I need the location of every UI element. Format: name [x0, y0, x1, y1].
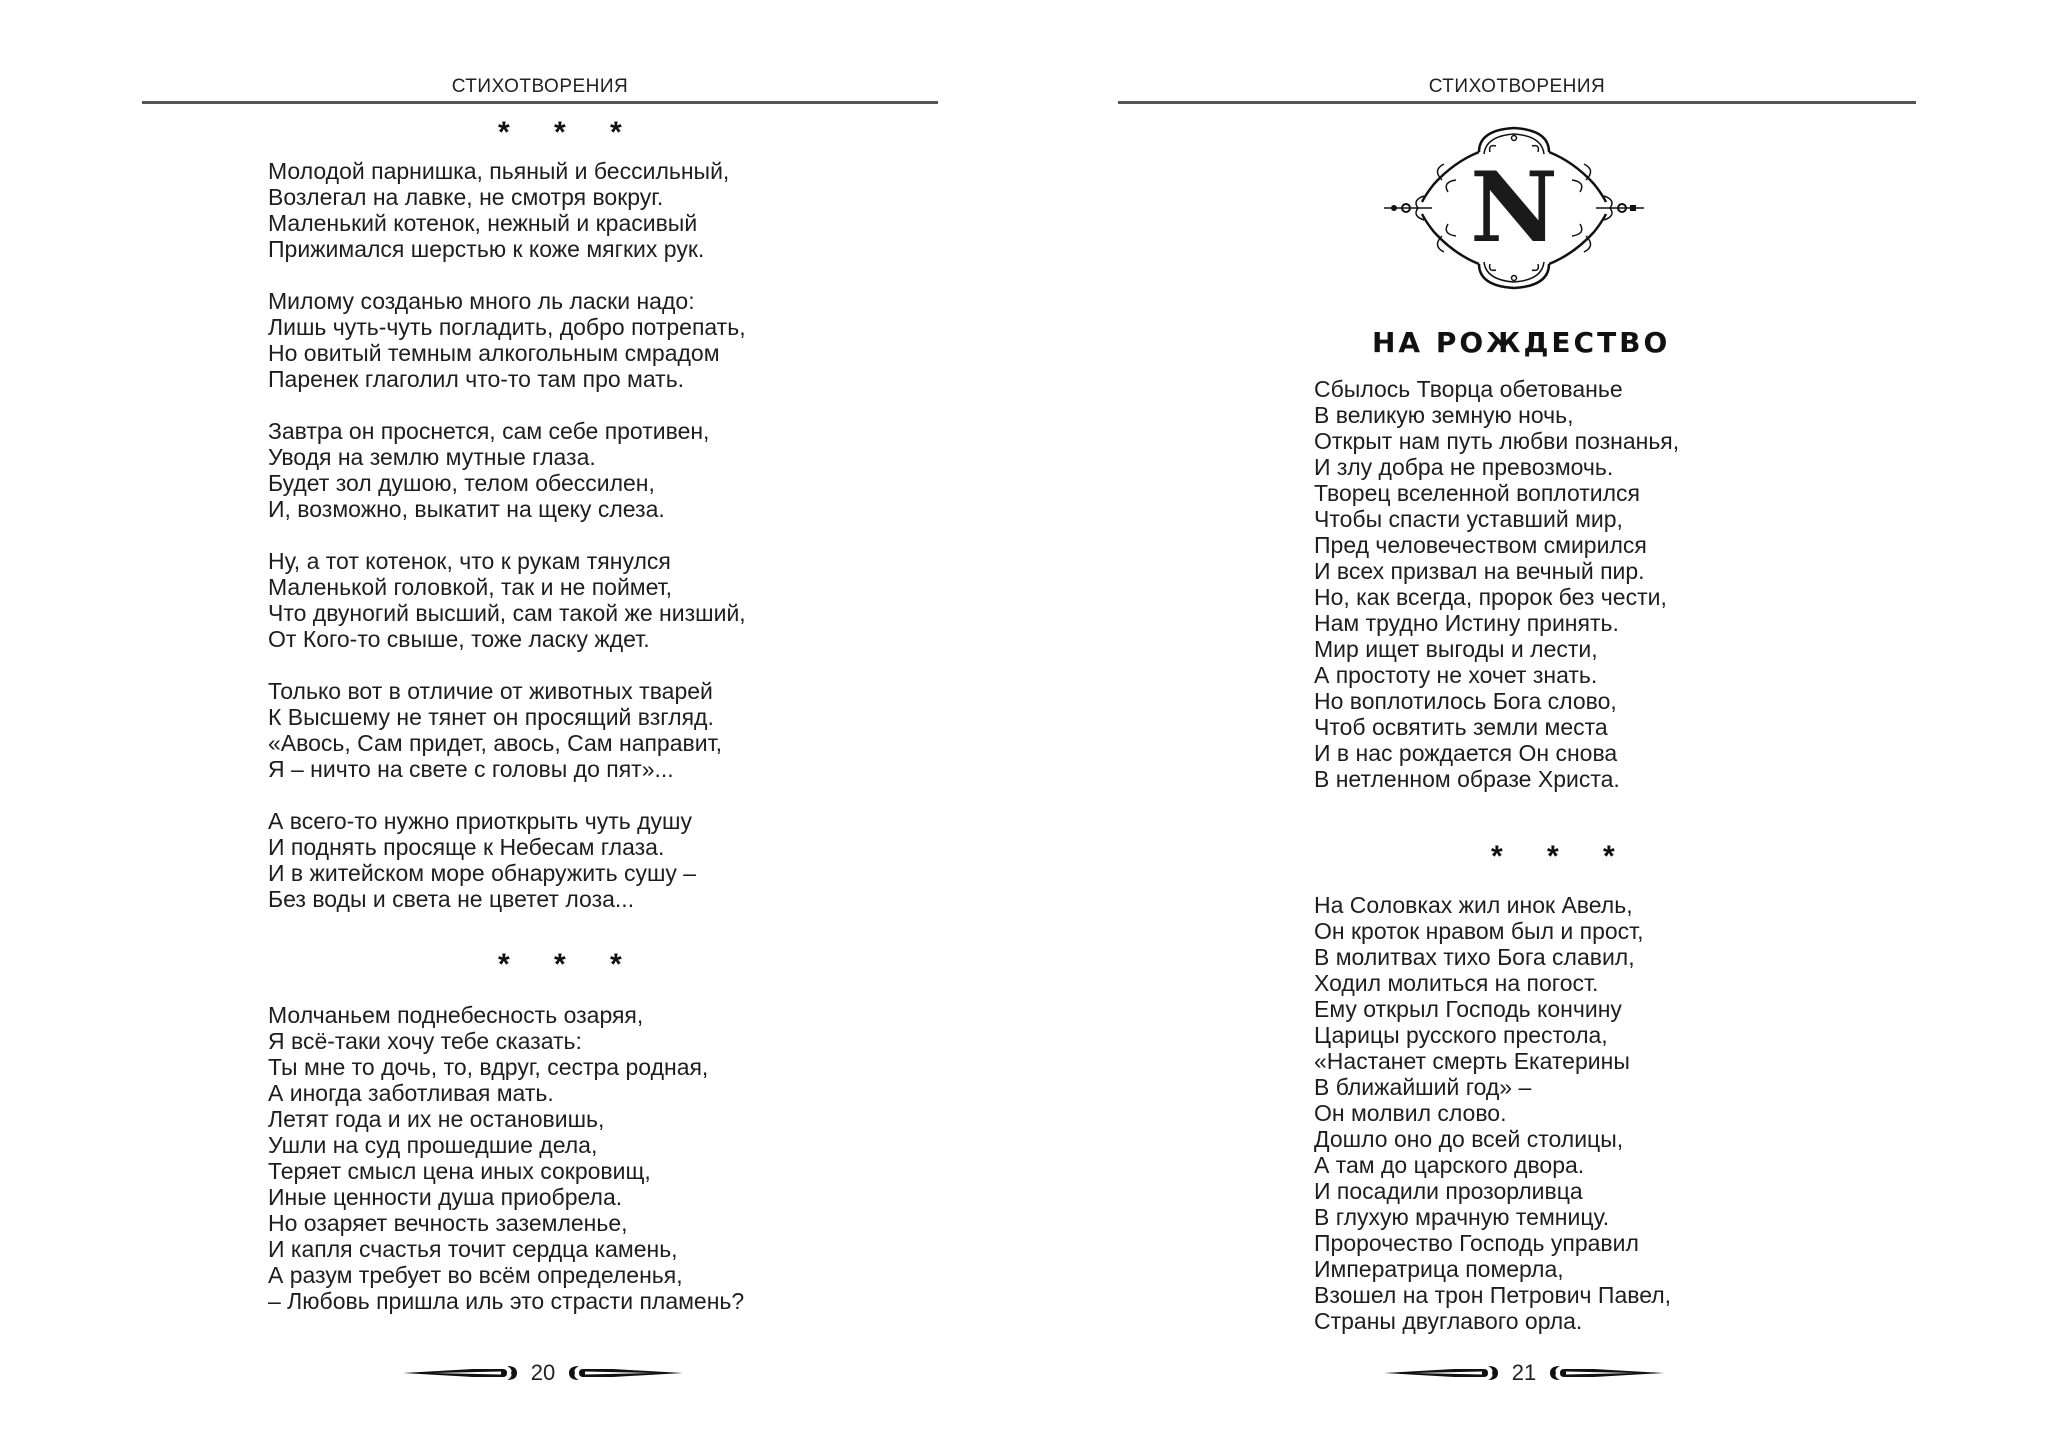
ornament-right-icon — [563, 1363, 683, 1383]
verse-line: И поднять просяще к Небесам глаза. — [268, 834, 665, 860]
verse-line: Ушли на суд прошедшие дела, — [268, 1132, 598, 1158]
verse-line: И всех призвал на вечный пир. — [1314, 558, 1645, 584]
verse-line: Уводя на землю мутные глаза. — [268, 444, 596, 470]
verse-line: Царицы русского престола, — [1314, 1022, 1608, 1048]
verse-line: Летят года и их не остановишь, — [268, 1106, 605, 1132]
verse-line: Возлегал на лавке, не смотря вокруг. — [268, 184, 664, 210]
verse-line: Лишь чуть-чуть погладить, добро потрепать, — [268, 314, 746, 340]
verse-line: Я всё-таки хочу тебе сказать: — [268, 1028, 582, 1054]
verse-line: Сбылось Творца обетованье — [1314, 376, 1623, 402]
section-separator: * * * — [1491, 840, 1633, 873]
page-footer — [1359, 1358, 1689, 1388]
verse-line: А там до царского двора. — [1314, 1152, 1585, 1178]
verse-line: И капля счастья точит сердца камень, — [268, 1236, 678, 1262]
verse-line: В ближайший год» – — [1314, 1074, 1532, 1100]
verse-line: К Высшему не тянет он просящий взгляд. — [268, 704, 714, 730]
header-rule — [142, 101, 938, 104]
verse-line: Завтра он проснется, сам себе противен, — [268, 418, 710, 444]
stanza-break — [268, 262, 746, 288]
section-separator: * * * — [498, 948, 640, 981]
verse-line: И, возможно, выкатит на щеку слеза. — [268, 496, 665, 522]
verse-line: Взошел на трон Петрович Павел, — [1314, 1282, 1672, 1308]
verse-line: Прижимался шерстью к коже мягких рук. — [268, 236, 705, 262]
verse-line: А иногда заботливая мать. — [268, 1080, 554, 1106]
verse-line: А всего-то нужно приоткрыть чуть душу — [268, 808, 692, 834]
verse-line: В молитвах тихо Бога славил, — [1314, 944, 1635, 970]
verse-line: В глухую мрачную темницу. — [1314, 1204, 1610, 1230]
verse-line: Но, как всегда, пророк без чести, — [1314, 584, 1667, 610]
verse-line: И посадили прозорливца — [1314, 1178, 1583, 1204]
verse-line: И в нас рождается Он снова — [1314, 740, 1618, 766]
verse-line: – Любовь пришла иль это страсти пламень? — [268, 1288, 745, 1314]
poem-untitled-kitten — [268, 158, 746, 912]
verse-line: Но овитый темным алкогольным смрадом — [268, 340, 720, 366]
stanza-break — [268, 392, 746, 418]
verse-line: Милому созданью много ль ласки надо: — [268, 288, 695, 314]
verse-line: Мир ищет выгоды и лести, — [1314, 636, 1598, 662]
running-head: СТИХОТВОРЕНИЯ — [1428, 76, 1606, 97]
running-head: СТИХОТВОРЕНИЯ — [451, 76, 629, 97]
verse-line: Ходил молиться на погост. — [1314, 970, 1599, 996]
verse-line: Ну, а тот котенок, что к рукам тянулся — [268, 548, 671, 574]
stanza-break — [268, 522, 746, 548]
verse-line: Императрица померла, — [1314, 1256, 1564, 1282]
verse-line: И злу добра не превозмочь. — [1314, 454, 1614, 480]
header-rule — [1118, 101, 1916, 104]
section-separator: * * * — [498, 116, 640, 149]
verse-line: Будет зол душою, телом обессилен, — [268, 470, 655, 496]
verse-line: А простоту не хочет знать. — [1314, 662, 1598, 688]
verse-line: Пред человечеством смирился — [1314, 532, 1647, 558]
verse-line: Пророчество Господь управил — [1314, 1230, 1639, 1256]
poem-untitled-silence — [268, 1002, 744, 1314]
verse-line: Творец вселенной воплотился — [1314, 480, 1640, 506]
verse-line: В великую земную ночь, — [1314, 402, 1574, 428]
verse-line: Чтобы спасти уставший мир, — [1314, 506, 1623, 532]
verse-line: Иные ценности душа приобрела. — [268, 1184, 623, 1210]
verse-line: Я – ничто на свете с головы до пят»... — [268, 756, 674, 782]
ornament-left-icon — [1384, 1363, 1504, 1383]
verse-line: Что двуногий высший, сам такой же низший, — [268, 600, 746, 626]
verse-line: Маленькой головкой, так и не поймет, — [268, 574, 673, 600]
verse-line: Ему открыл Господь кончину — [1314, 996, 1622, 1022]
verse-line: «Авось, Сам придет, авось, Сам направит, — [268, 730, 722, 756]
verse-line: Только вот в отличие от животных тварей — [268, 678, 713, 704]
verse-line: Маленький котенок, нежный и красивый — [268, 210, 698, 236]
verse-line: А разум требует во всём определенья, — [268, 1262, 683, 1288]
ornament-right-icon — [1544, 1363, 1664, 1383]
verse-line: И в житейском море обнаружить сушу – — [268, 860, 697, 886]
verse-line: Молчаньем поднебесность озаряя, — [268, 1002, 644, 1028]
page-footer — [378, 1358, 708, 1388]
right-page — [1029, 0, 2058, 1454]
page-number: 20 — [530, 1360, 556, 1385]
verse-line: Он кроток нравом был и прост, — [1314, 918, 1644, 944]
verse-line: В нетленном образе Христа. — [1314, 766, 1620, 792]
poem-untitled-abel — [1314, 892, 1671, 1334]
monogram-drop-cap — [1384, 122, 1644, 294]
stanza-break — [268, 652, 746, 678]
page-number: 21 — [1511, 1360, 1537, 1385]
verse-line: Открыт нам путь любви познанья, — [1314, 428, 1680, 454]
poem-na-rozhdestvo — [1314, 376, 1679, 792]
verse-line: Но воплотилось Бога слово, — [1314, 688, 1617, 714]
poem-title: НА РОЖДЕСТВО — [1372, 326, 1671, 359]
verse-line: Но озаряет вечность заземленье, — [268, 1210, 628, 1236]
verse-line: «Настанет смерть Екатерины — [1314, 1048, 1630, 1074]
verse-line: Страны двуглавого орла. — [1314, 1308, 1583, 1334]
verse-line: Молодой парнишка, пьяный и бессильный, — [268, 158, 730, 184]
verse-line: От Кого-то свыше, тоже ласку ждет. — [268, 626, 650, 652]
verse-line: Он молвил слово. — [1314, 1100, 1507, 1126]
verse-line: На Соловках жил инок Авель, — [1314, 892, 1633, 918]
stanza-break — [268, 782, 746, 808]
verse-line: Дошло оно до всей столицы, — [1314, 1126, 1624, 1152]
verse-line: Ты мне то дочь, то, вдруг, сестра родная, — [268, 1054, 709, 1080]
verse-line: Чтоб освятить земли места — [1314, 714, 1608, 740]
drop-cap-letter: N — [1470, 151, 1558, 264]
ornament-left-icon — [403, 1363, 523, 1383]
verse-line: Нам трудно Истину принять. — [1314, 610, 1619, 636]
verse-line: Паренек глаголил что-то там про мать. — [268, 366, 685, 392]
verse-line: Без воды и света не цветет лоза... — [268, 886, 635, 912]
verse-line: Теряет смысл цена иных сокровищ, — [268, 1158, 651, 1184]
